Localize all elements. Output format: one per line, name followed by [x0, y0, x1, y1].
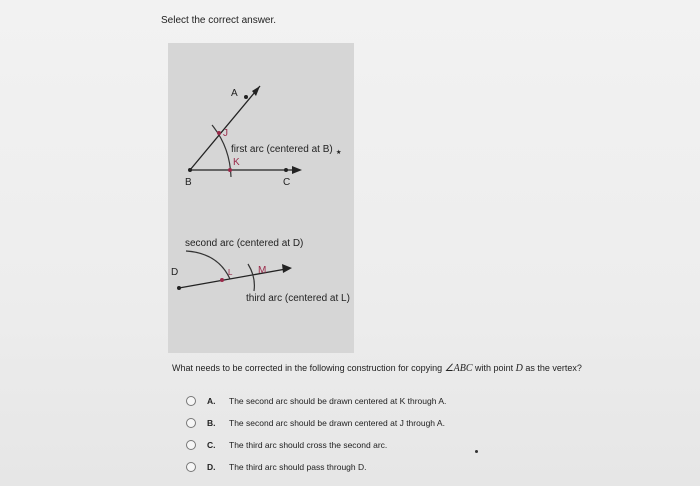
instruction-text: Select the correct answer.	[161, 15, 277, 26]
label-m: M	[258, 265, 267, 276]
choice-text: The second arc should be drawn centered at J through A.	[229, 418, 445, 428]
label-c: C	[283, 177, 291, 188]
label-d: D	[171, 267, 179, 278]
second-arc-label: second arc (centered at D)	[185, 238, 304, 249]
second-arc	[186, 251, 230, 279]
construction-figure	[168, 43, 354, 353]
point-c	[284, 168, 288, 172]
first-arc-pointer: ⭑	[336, 147, 342, 158]
first-arc-label: first arc (centered at B)	[231, 144, 333, 155]
arrow-ray-d	[282, 264, 292, 273]
question-middle: with point	[475, 363, 514, 373]
choice-letter: A.	[207, 396, 216, 406]
label-l: L	[228, 268, 233, 277]
question-point: D	[515, 363, 523, 374]
choice-text: The third arc should pass through D.	[229, 462, 367, 472]
stray-dot	[475, 450, 478, 453]
radio-button[interactable]	[186, 418, 196, 428]
radio-button[interactable]	[186, 462, 196, 472]
answer-choices	[186, 390, 446, 478]
label-k: K	[233, 157, 240, 168]
label-j: J	[223, 128, 228, 139]
choice-letter: D.	[207, 462, 216, 472]
ray-from-d	[179, 269, 286, 288]
point-d	[177, 286, 181, 290]
choice-text: The second arc should be drawn centered at K through A.	[229, 396, 447, 406]
arrow-c	[292, 166, 302, 174]
label-a: A	[231, 88, 238, 99]
choice-b[interactable]	[186, 412, 446, 434]
question-suffix: as the vertex?	[525, 363, 582, 373]
point-j	[217, 131, 221, 135]
point-b	[188, 168, 192, 172]
radio-button[interactable]	[186, 440, 196, 450]
choice-text: The third arc should cross the second arc.	[229, 440, 388, 450]
third-arc-label: third arc (centered at L)	[246, 293, 350, 304]
choice-d[interactable]	[186, 456, 446, 478]
point-a	[244, 95, 248, 99]
label-b: B	[185, 177, 192, 188]
point-l	[220, 278, 224, 282]
choice-a[interactable]	[186, 390, 446, 412]
choice-letter: B.	[207, 418, 216, 428]
question-text	[172, 363, 582, 374]
angle-symbol: ∠ABC	[444, 363, 473, 374]
construction-diagram	[168, 43, 354, 353]
choice-letter: C.	[207, 440, 216, 450]
third-arc	[248, 264, 254, 291]
choice-c[interactable]	[186, 434, 446, 456]
radio-button[interactable]	[186, 396, 196, 406]
question-prefix: What needs to be corrected in the following construction for copying	[172, 363, 443, 373]
point-k	[228, 168, 232, 172]
